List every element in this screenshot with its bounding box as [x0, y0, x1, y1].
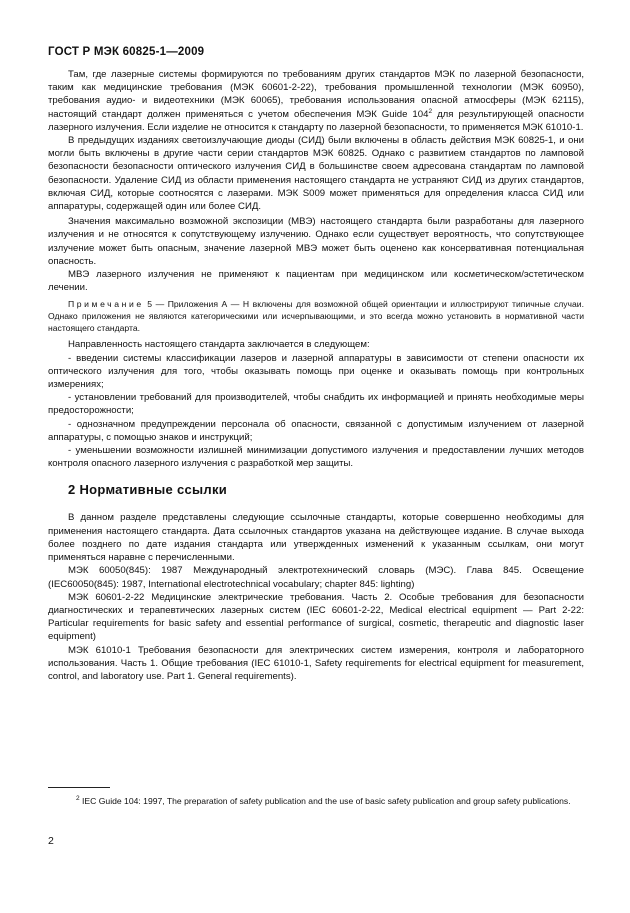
reference-item: МЭК 61010-1 Требования безопасности для электрических систем измерения, контроля и лабораторного использования. Часть 1. Общие требования (IEC 61010-1, Safety requirements for electrical equipment for measurement, control, and laboratory use. Part 1. General requirements). — [48, 644, 584, 682]
list-item: - уменьшении возможности излишней минимизации допустимого излучения и предоставлении лучших методов контроля опасного лазерного излучения с разработкой мер защиты. — [48, 445, 584, 470]
footnote-divider — [48, 787, 110, 788]
page-number: 2 — [48, 835, 54, 847]
list-item: - установлении требований для производителей, чтобы снабдить их информацией и принять необходимые меры предосторожности; — [48, 392, 584, 417]
note-label: Примечание — [68, 299, 144, 310]
paragraph-led: В предыдущих изданиях светоизлучающие диоды (СИД) были включены в область действия МЭК 60825-1, и они могли быть включены в другие части серии стандартов МЭК 60825. Однако с развитием стандартов по ламповой безопасности безопасности оптического излучения СИД в большинстве своем адресована стандартам по ламповой безопасности. Удаление СИД из области применения настоящего стандарта не устраняют СИД из других стандартов, включая СИД, которые соотносятся с лазерами. МЭК S009 может применяться для определения класса СИД или аппаратуры, содержащей один или более СИД. — [48, 135, 584, 213]
footnote-mark: 2 — [76, 795, 80, 803]
paragraph-purpose: Направленность настоящего стандарта заключается в следующем: — [68, 339, 370, 351]
section-heading-normative-references: 2 Нормативные ссылки — [68, 482, 228, 498]
reference-item: МЭК 60601-2-22 Медицинские электрические требования. Часть 2. Особые требования для безопасности диагностических и терапевтических лазерных систем (IEC 60601-2-22, Medical electrical equipment — Part 2-22: Particular requirements for basic safety and essential performance of surgical, cosmetic, therapeutic and diagnostic laser equipment) — [48, 591, 584, 643]
note-5: Примечание 5 — Приложения А — Н включены для возможной общей ориентации и иллюстрируют типичные случаи. Однако приложения не являются категорическими или исчерпывающими, и это всегда можно установить в нормативной части настоящего стандарта. — [48, 299, 584, 334]
paragraph-mpe: Значения максимально возможной экспозиции (МВЭ) настоящего стандарта были разработаны для лазерного излучения и не относятся к сопутствующему излучению. Однако если существует вероятность, что сопутствующее излучение может быть опасным, значение лазерной МВЭ может быть оценено как консервативная потенциальная опасность. — [48, 216, 584, 267]
paragraph-scope-laser-systems: Там, где лазерные системы формируются по требованиям других стандартов МЭК по лазерной безопасности, таким как медицинские требования (МЭК 60601-2-22), требования промышленной технологии (МЭК 60950), требования аудио- и видеотехники (МЭК 60065), требования использования опасной атмосферы (МЭК 62115), настоящий стандарт должен применяться с учетом обеспечения МЭК Guide $104^2$ для результирующей опасности лазерного излучения. Если изделие не относится к стандарту по лазерной безопасности, то применяется МЭК 61010-1. — [48, 69, 584, 133]
list-item: - однозначном предупреждении персонала об опасности, связанной с допустимым излучением от лазерной аппаратуры, с помощью знаков и инструкций; — [48, 418, 584, 443]
list-item: - введении системы классификации лазеров и лазерной аппаратуры в зависимости от степени опасности их оптического излучения для того, чтобы оказывать помощь при оценке и оказывать помощь при контрольных измерениях; — [48, 352, 584, 391]
document-body — [48, 68, 584, 683]
footnote: $^2$ IEC Guide 104: 1997, The preparation of safety publication and the use of basic safety publication and group safety publications. — [76, 795, 571, 806]
paragraph-mpe-patients: МВЭ лазерного излучения не применяют к пациентам при медицинском или косметическом/эстетическом лечении. — [48, 269, 584, 294]
reference-item: МЭК 60050(845): 1987 Международный электротехнический словарь (МЭС). Глава 845. Освещение (IEC60050(845): 1987, International electrotechnical vocabulary; chapter 845: lighting) — [48, 565, 584, 590]
footnote-ref: 2 — [428, 107, 433, 115]
document-header: ГОСТ Р МЭК 60825-1—2009 — [48, 46, 205, 58]
paragraph-references-intro: В данном разделе представлены следующие ссылочные стандарты, которые совершенно необходимы для применения настоящего стандарта. Дата ссылочных стандартов указана на действующее издание. В случае выхода более позднего по дате издания стандарта или утвержденных изменений к указанным ссылкам, они могут применяться наравне с перечисленными. — [48, 512, 584, 564]
